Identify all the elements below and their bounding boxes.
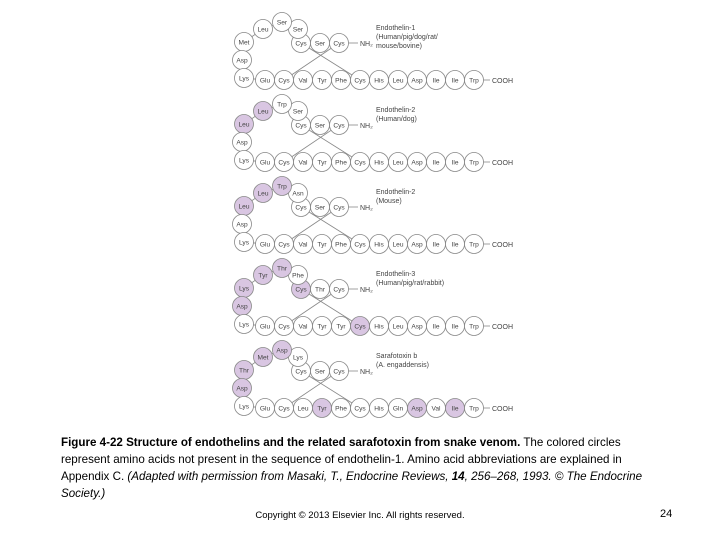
page-number: 24 [660, 508, 673, 520]
residue-label: Cys [333, 204, 345, 212]
residue-label: Val [298, 77, 308, 85]
residue-label: Asp [411, 159, 423, 167]
residue [311, 116, 330, 135]
residue [332, 153, 351, 172]
residue-label: Cys [333, 122, 345, 130]
c-terminus-label: COOH [492, 160, 513, 167]
residue [294, 235, 313, 254]
residue-label: Ile [432, 159, 440, 167]
residue-label: Ile [432, 77, 440, 85]
residue-label: Cys [333, 286, 345, 294]
residue-label: Glu [259, 323, 271, 331]
residue [313, 153, 332, 172]
residue [256, 235, 275, 254]
residue-label: Phe [335, 241, 347, 249]
residue [273, 13, 292, 32]
peptide-label [376, 25, 438, 50]
copyright-notice: Copyright © 2013 Elsevier Inc. All rights reserved. [255, 510, 465, 521]
residue [427, 399, 446, 418]
residue [254, 184, 273, 203]
residue [330, 280, 349, 299]
residue-label: Cys [333, 368, 345, 376]
residue-label: Glu [259, 159, 271, 167]
residue-label: Ile [451, 241, 459, 249]
residue [370, 235, 389, 254]
residue [408, 235, 427, 254]
residue-label: Cys [354, 405, 366, 413]
residue-label: Asp [411, 241, 423, 249]
residue [446, 235, 465, 254]
residue [233, 133, 252, 152]
residue-label: Phe [292, 272, 304, 280]
residue-label: Leu [257, 26, 269, 34]
residue [273, 259, 292, 278]
caption-body: The colored circles represent amino acids not present in the sequence of endothelin-1. Amino acid abbreviations are explained in Appendix C. [61, 436, 622, 483]
residue-label: Met [238, 39, 250, 47]
residue [446, 317, 465, 336]
peptide-label [376, 353, 429, 369]
residue-label: His [374, 159, 384, 167]
residue [273, 177, 292, 196]
peptide-structure [233, 177, 514, 254]
residue [294, 153, 313, 172]
residue-label: Lys [238, 321, 250, 329]
residue-label: Leu [297, 405, 309, 413]
residue [370, 399, 389, 418]
residue-label: Thr [277, 265, 287, 273]
residue [330, 198, 349, 217]
residue [332, 399, 351, 418]
residue [275, 235, 294, 254]
residue-label: Val [298, 159, 308, 167]
residue-label: Asp [236, 139, 248, 147]
residue [332, 235, 351, 254]
residue-label: Cys [278, 241, 290, 249]
residue-label: Leu [392, 77, 404, 85]
residue-label: Ile [451, 159, 459, 167]
residue-label: Phe [335, 77, 347, 85]
residue-label: Cys [278, 323, 290, 331]
peptide-label [376, 271, 444, 287]
peptide-label-line: Endothelin-2 [376, 107, 416, 114]
residue [254, 348, 273, 367]
residue-label: Phe [335, 405, 347, 413]
residue-label: Tyr [258, 272, 268, 280]
residue [313, 235, 332, 254]
residue [235, 115, 254, 134]
c-terminus-label: COOH [492, 242, 513, 249]
residue-label: Cys [295, 368, 307, 376]
residue [427, 235, 446, 254]
residue [408, 71, 427, 90]
residue [311, 280, 330, 299]
residue-label: Glu [259, 405, 271, 413]
residue-label: Trp [277, 183, 287, 191]
residue [235, 361, 254, 380]
residue-label: Asn [292, 190, 304, 198]
residue-label: Leu [392, 323, 404, 331]
residue [389, 235, 408, 254]
residue [235, 151, 254, 170]
residue-label: Glu [259, 241, 271, 249]
residue [313, 71, 332, 90]
residue [294, 71, 313, 90]
residue [256, 317, 275, 336]
peptide-label-line: (A. engaddensis) [376, 362, 429, 369]
residue-label: Cys [278, 77, 290, 85]
residue [275, 71, 294, 90]
n-terminus-label: NH₂ [360, 123, 373, 130]
residue-label: Ser [314, 204, 326, 212]
residue [256, 71, 275, 90]
residue-label: Thr [239, 367, 249, 375]
residue [330, 362, 349, 381]
residue-label: Cys [333, 40, 345, 48]
residue [389, 317, 408, 336]
residue-label: Trp [469, 159, 479, 167]
residue [351, 153, 370, 172]
residue [256, 399, 275, 418]
residue-label: Thr [315, 286, 325, 294]
residue-label: Glu [259, 77, 271, 85]
residue-label: Asp [276, 347, 288, 355]
residue [275, 399, 294, 418]
residue-label: Tyr [317, 77, 327, 85]
peptide-label-line: (Human/pig/rat/rabbit) [376, 280, 445, 287]
peptide-label-line: mouse/bovine) [376, 43, 422, 50]
residue-label: Cys [354, 77, 366, 85]
residue [311, 198, 330, 217]
residue [235, 233, 254, 252]
residue-label: Cys [354, 159, 366, 167]
residue-label: Cys [295, 40, 307, 48]
residue-label: Leu [257, 108, 269, 116]
residue-label: Ser [292, 26, 304, 34]
residue-label: Cys [354, 323, 366, 331]
c-terminus-label: COOH [492, 406, 513, 413]
residue-label: Cys [278, 159, 290, 167]
residue [370, 317, 389, 336]
residue-label: Asp [411, 405, 423, 413]
residue [233, 51, 252, 70]
residue-label: Ser [314, 368, 326, 376]
residue [465, 235, 484, 254]
residue-label: Met [257, 354, 269, 362]
residue [330, 34, 349, 53]
residue-label: Val [431, 405, 441, 413]
peptide-label-line: (Human/dog) [376, 116, 417, 123]
residue [465, 399, 484, 418]
residue [311, 362, 330, 381]
residue [330, 116, 349, 135]
residue [235, 397, 254, 416]
caption-source-end: , 256–268, 1993. © The Endocrine Society.) [61, 470, 643, 500]
residue [389, 71, 408, 90]
residue-label: Trp [469, 241, 479, 249]
residue-label: Leu [238, 203, 250, 211]
caption-volume: 14 [451, 470, 465, 483]
residue-label: Ser [314, 122, 326, 130]
residue [313, 399, 332, 418]
residue-label: Tyr [317, 159, 327, 167]
residue-label: Tyr [336, 323, 346, 331]
residue-label: Asp [236, 303, 248, 311]
peptide-structure [233, 259, 514, 336]
residue [370, 71, 389, 90]
residue [273, 95, 292, 114]
residue-label: Trp [469, 77, 479, 85]
residue [235, 197, 254, 216]
figure-title: Figure 4-22 Structure of endothelins and the related sarafotoxin from snake venom. [61, 436, 521, 449]
residue-label: His [374, 241, 384, 249]
residue [233, 297, 252, 316]
residue [273, 341, 292, 360]
residue-label: Val [298, 241, 308, 249]
residue [389, 399, 408, 418]
residue [233, 379, 252, 398]
residue [389, 153, 408, 172]
residue-label: Val [298, 323, 308, 331]
peptide-label-line: Endothelin-3 [376, 271, 416, 278]
c-terminus-label: COOH [492, 78, 513, 85]
residue [351, 71, 370, 90]
peptide-label-line: (Human/pig/dog/rat/ [376, 34, 438, 41]
residue-label: Ile [451, 77, 459, 85]
peptide-structure [233, 95, 514, 172]
residue [370, 153, 389, 172]
residue-label: Phe [335, 159, 347, 167]
peptide-label [376, 107, 417, 123]
residue [408, 153, 427, 172]
residue [275, 317, 294, 336]
residue [311, 34, 330, 53]
residue [351, 317, 370, 336]
residue-label: Tyr [317, 241, 327, 249]
residue-label: Cys [295, 122, 307, 130]
residue-label: Ile [432, 241, 440, 249]
residue-label: Lys [238, 75, 250, 83]
residue [313, 317, 332, 336]
residue-label: Gln [392, 405, 404, 413]
peptide-label [376, 189, 415, 205]
residue [294, 399, 313, 418]
residue [446, 399, 465, 418]
residue-label: Leu [392, 241, 404, 249]
residue-label: Ser [314, 40, 326, 48]
residue-label: Lys [238, 403, 250, 411]
peptide-structure [233, 13, 514, 90]
residue [235, 33, 254, 52]
residue-label: Ser [276, 19, 288, 27]
residue [233, 215, 252, 234]
figure-caption [61, 434, 661, 502]
residue [351, 399, 370, 418]
residue-label: Tyr [317, 323, 327, 331]
residue-label: Asp [236, 221, 248, 229]
residue-label: Cys [295, 204, 307, 212]
residue [256, 153, 275, 172]
residue [408, 399, 427, 418]
residue-label: Ile [451, 405, 459, 413]
residue-label: Lys [238, 157, 250, 165]
residue [254, 266, 273, 285]
n-terminus-label: NH₂ [360, 205, 373, 212]
residue-label: Lys [238, 285, 250, 293]
peptide-structure [233, 341, 514, 418]
residue-label: Ile [451, 323, 459, 331]
residue-label: His [374, 405, 384, 413]
residue-label: Ile [432, 323, 440, 331]
residue-label: Asp [236, 385, 248, 393]
residue-label: Trp [469, 323, 479, 331]
residue-label: Asp [236, 57, 248, 65]
n-terminus-label: NH₂ [360, 369, 373, 376]
residue [427, 153, 446, 172]
residue-label: Cys [295, 286, 307, 294]
residue [235, 315, 254, 334]
n-terminus-label: NH₂ [360, 287, 373, 294]
residue-label: Trp [277, 101, 287, 109]
residue [446, 153, 465, 172]
residue-label: Lys [292, 354, 304, 362]
residue [427, 317, 446, 336]
residue [465, 71, 484, 90]
residue [465, 153, 484, 172]
residue [332, 317, 351, 336]
residue-label: Cys [278, 405, 290, 413]
residue [465, 317, 484, 336]
peptide-label-line: (Mouse) [376, 198, 402, 205]
residue-label: Cys [354, 241, 366, 249]
residue-label: Lys [238, 239, 250, 247]
residue-label: Ser [292, 108, 304, 116]
c-terminus-label: COOH [492, 324, 513, 331]
residue [408, 317, 427, 336]
residue-label: Asp [411, 323, 423, 331]
residue [254, 20, 273, 39]
residue [427, 71, 446, 90]
residue [254, 102, 273, 121]
peptide-label-line: Sarafotoxin b [376, 353, 418, 360]
residue-label: His [374, 77, 384, 85]
residue [235, 69, 254, 88]
peptide-label-line: Endothelin-2 [376, 189, 416, 196]
caption-source: (Adapted with permission from Masaki, T., Endocrine Reviews, [127, 470, 452, 483]
residue-label: Tyr [317, 405, 327, 413]
residue-label: His [374, 323, 384, 331]
residue [332, 71, 351, 90]
residue-label: Leu [238, 121, 250, 129]
residue [351, 235, 370, 254]
residue-label: Leu [392, 159, 404, 167]
peptide-label-line: Endothelin-1 [376, 25, 416, 32]
residue-label: Asp [411, 77, 423, 85]
n-terminus-label: NH₂ [360, 41, 373, 48]
residue [446, 71, 465, 90]
residue [294, 317, 313, 336]
residue [235, 279, 254, 298]
residue [275, 153, 294, 172]
residue-label: Leu [257, 190, 269, 198]
residue-label: Trp [469, 405, 479, 413]
